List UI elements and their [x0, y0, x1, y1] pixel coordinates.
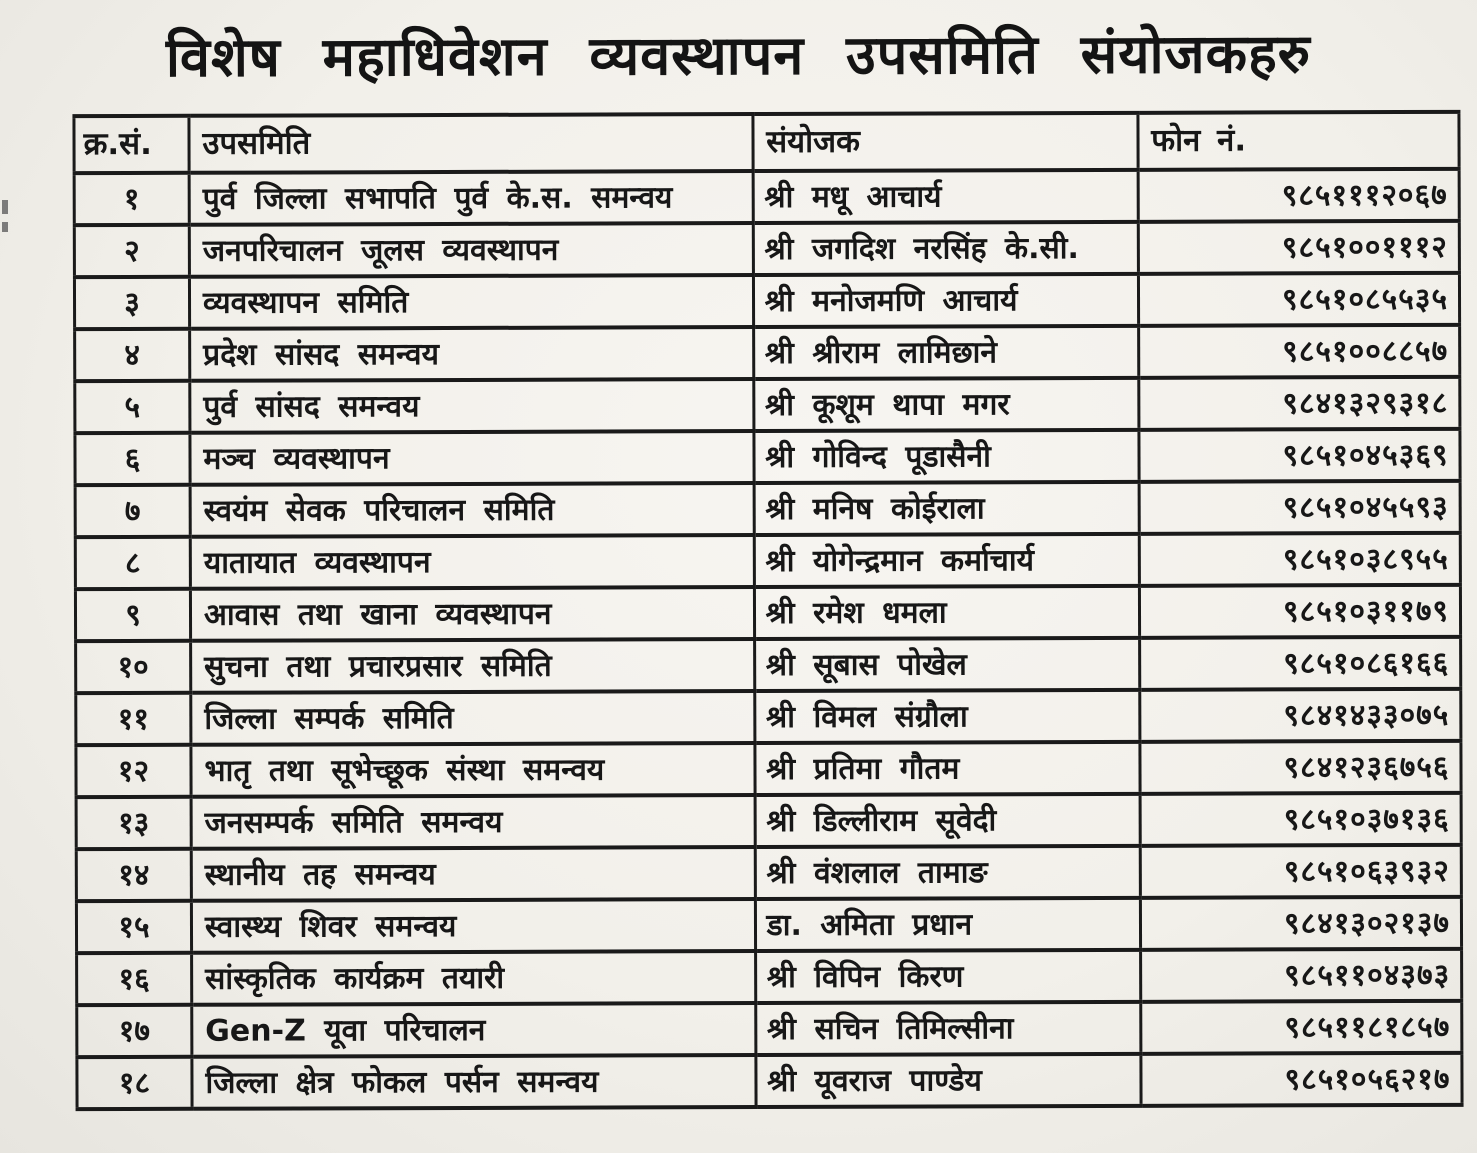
phone-number: ९८४१३२९३१८ [1138, 377, 1460, 430]
phone-number: ९८५११०४३७३ [1140, 949, 1462, 1002]
subcommittee-name: सांस्कृतिक कार्यक्रम तयारी [192, 951, 756, 1005]
phone-number: ९८५१००८८५७ [1138, 325, 1460, 378]
serial-number: १५ [76, 901, 191, 953]
table-row [77, 1001, 1462, 1057]
subcommittee-name: प्रदेश सांसद समन्वय [190, 327, 754, 381]
subcommittee-name: आवास तथा खाना व्यवस्थापन [190, 587, 754, 641]
serial-number: ११ [76, 693, 191, 745]
table-row [75, 325, 1460, 381]
scan-artifact [2, 222, 8, 232]
phone-number: ९८४१२३६७५६ [1140, 741, 1462, 794]
serial-number: १८ [77, 1057, 192, 1109]
table-row [76, 845, 1461, 901]
table-row [77, 949, 1462, 1005]
subcommittee-name: यातायात व्यवस्थापन [190, 535, 754, 589]
serial-number: १४ [76, 849, 191, 901]
coordinator-name: श्री श्रीराम लामिछाने [753, 326, 1138, 379]
table-row [75, 481, 1460, 537]
serial-number: ३ [74, 277, 189, 329]
table-row [74, 221, 1459, 277]
coordinator-name: श्री योगेन्द्रमान कर्माचार्य [754, 534, 1139, 587]
coordinator-name: श्री विमल संग्रौला [754, 690, 1139, 743]
coordinator-name: श्री सचिन तिमिल्सीना [755, 1002, 1140, 1055]
header-phone-number: फोन नं. [1138, 112, 1460, 170]
phone-number: ९८४१३०२१३७ [1140, 897, 1462, 950]
phone-number: ९८५१०३८९५५ [1139, 533, 1461, 586]
serial-number: ८ [75, 537, 190, 589]
table-row [74, 273, 1459, 329]
subcommittee-name: सुचना तथा प्रचारप्रसार समिति [191, 639, 755, 693]
phone-number: ९८५१०३११७९ [1139, 585, 1461, 638]
table-body [74, 169, 1462, 1109]
serial-number: ४ [75, 329, 190, 381]
phone-number: ९८५१०८५५३५ [1138, 273, 1460, 326]
table-row [76, 741, 1461, 797]
phone-number: ९८५१०३७१३६ [1140, 793, 1462, 846]
phone-number: ९८५१११२०६७ [1138, 169, 1460, 222]
serial-number: १६ [77, 953, 192, 1005]
serial-number: ६ [75, 433, 190, 485]
subcommittee-name: स्थानीय तह समन्वय [191, 847, 755, 901]
subcommittee-name: जिल्ला सम्पर्क समिति [191, 691, 755, 745]
coordinator-name: श्री रमेश धमला [754, 586, 1139, 639]
table-row [75, 533, 1460, 589]
coordinator-name: श्री जगदिश नरसिंह के.सी. [753, 222, 1138, 275]
subcommittee-name: व्यवस्थापन समिति [189, 275, 753, 329]
table-row [76, 897, 1461, 953]
serial-number: १ [74, 173, 189, 225]
phone-number: ९८५१०८६१६६ [1139, 637, 1461, 690]
table-row [76, 689, 1461, 745]
table-row [75, 429, 1460, 485]
table-row [75, 377, 1460, 433]
serial-number: ९ [75, 589, 190, 641]
phone-number: ९८५१०५६२१७ [1141, 1053, 1463, 1106]
phone-number: ९८५११८१८५७ [1140, 1001, 1462, 1054]
serial-number: १७ [77, 1005, 192, 1057]
header-row [74, 112, 1459, 173]
phone-number: ९८५१०६३९३२ [1140, 845, 1462, 898]
table-row [76, 637, 1461, 693]
subcommittee-name: मञ्च व्यवस्थापन [190, 431, 754, 485]
coordinator-name: श्री विपिन किरण [755, 950, 1140, 1003]
subcommittee-name: स्वयंम सेवक परिचालन समिति [190, 483, 754, 537]
phone-number: ९८५१००१११२ [1138, 221, 1460, 274]
coordinators-table [72, 110, 1463, 1111]
coordinator-name: श्री मनोजमणि आचार्य [753, 274, 1138, 327]
header-serial-number: क्र.सं. [74, 116, 189, 173]
serial-number: ५ [75, 381, 190, 433]
table-row [76, 793, 1461, 849]
serial-number: २ [74, 225, 189, 277]
serial-number: १२ [76, 745, 191, 797]
coordinator-name: श्री मनिष कोईराला [754, 482, 1139, 535]
subcommittee-name: पुर्व सांसद समन्वय [190, 379, 754, 433]
phone-number: ९८५१०४५५९३ [1139, 481, 1461, 534]
table-row [75, 585, 1460, 641]
table-row [74, 169, 1459, 225]
serial-number: ७ [75, 485, 190, 537]
subcommittee-name: पुर्व जिल्ला सभापति पुर्व के.स. समन्वय [189, 171, 753, 225]
phone-number: ९८४१४३३०७५ [1139, 689, 1461, 742]
header-coordinator: संयोजक [753, 113, 1138, 171]
coordinator-name: श्री वंशलाल तामाङ [755, 846, 1140, 899]
coordinator-name: डा. अमिता प्रधान [755, 898, 1140, 951]
header-subcommittee: उपसमिति [189, 114, 753, 173]
subcommittee-name: जनपरिचालन जूलस व्यवस्थापन [189, 223, 753, 277]
coordinator-name: श्री गोविन्द पूडासैनी [754, 430, 1139, 483]
page-title: विशेष महाधिवेशन व्यवस्थापन उपसमिति संयोजकहरु [165, 22, 1312, 89]
subcommittee-name: स्वास्थ्य शिवर समन्वय [191, 899, 755, 953]
scan-artifact [2, 200, 8, 214]
serial-number: १० [76, 641, 191, 693]
subcommittee-name: भातृ तथा सूभेच्छूक संस्था समन्वय [191, 743, 755, 797]
coordinator-name: श्री डिल्लीराम सूवेदी [755, 794, 1140, 847]
coordinator-name: श्री मधू आचार्य [753, 170, 1138, 223]
table-row [77, 1053, 1462, 1109]
table-header [74, 112, 1459, 173]
coordinator-name: श्री सूबास पोखेल [754, 638, 1139, 691]
subcommittee-name: जिल्ला क्षेत्र फोकल पर्सन समन्वय [192, 1055, 756, 1109]
coordinator-name: श्री प्रतिमा गौतम [755, 742, 1140, 795]
coordinator-name: श्री यूवराज पाण्डेय [756, 1054, 1141, 1107]
coordinator-name: श्री कूशूम थापा मगर [753, 378, 1138, 431]
subcommittee-name: जनसम्पर्क समिति समन्वय [191, 795, 755, 849]
subcommittee-name: Gen-Z यूवा परिचालन [192, 1003, 756, 1057]
phone-number: ९८५१०४५३६९ [1139, 429, 1461, 482]
serial-number: १३ [76, 797, 191, 849]
